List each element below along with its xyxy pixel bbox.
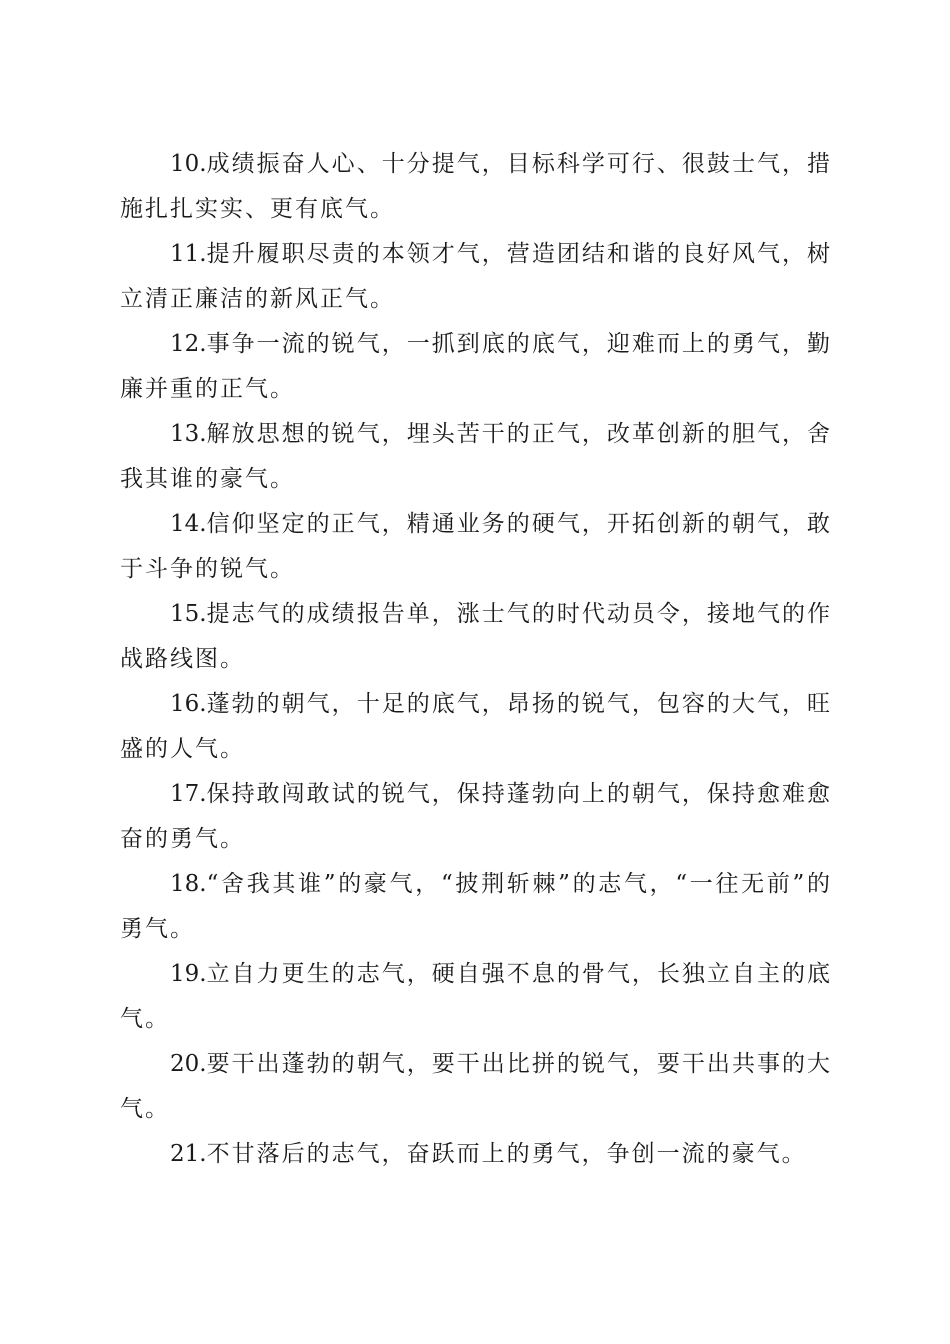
item-number: 11. bbox=[170, 241, 207, 267]
document-body bbox=[120, 142, 832, 1177]
list-item bbox=[120, 502, 832, 592]
item-text: 成绩振奋人心、十分提气，目标科学可行、很鼓士气，措施扎扎实实、更有底气。 bbox=[120, 151, 832, 222]
list-item bbox=[120, 772, 832, 862]
item-number: 18. bbox=[170, 871, 207, 897]
item-text: 蓬勃的朝气，十足的底气，昂扬的锐气，包容的大气，旺盛的人气。 bbox=[120, 691, 832, 762]
item-number: 10. bbox=[170, 151, 207, 177]
item-number: 20. bbox=[170, 1051, 207, 1077]
item-text: “舍我其谁”的豪气，“披荆斩棘”的志气，“一往无前”的勇气。 bbox=[120, 871, 832, 942]
list-item bbox=[120, 232, 832, 322]
list-item bbox=[120, 952, 832, 1042]
item-text: 要干出蓬勃的朝气，要干出比拼的锐气，要干出共事的大气。 bbox=[120, 1051, 832, 1122]
item-number: 16. bbox=[170, 691, 207, 717]
list-item bbox=[120, 412, 832, 502]
item-number: 12. bbox=[170, 331, 207, 357]
item-number: 19. bbox=[170, 961, 207, 987]
list-item bbox=[120, 682, 832, 772]
list-item bbox=[120, 1132, 832, 1177]
item-number: 17. bbox=[170, 781, 207, 807]
list-item bbox=[120, 592, 832, 682]
item-text: 事争一流的锐气，一抓到底的底气，迎难而上的勇气，勤廉并重的正气。 bbox=[120, 331, 832, 402]
list-item bbox=[120, 1042, 832, 1132]
item-number: 14. bbox=[170, 511, 207, 537]
item-text: 立自力更生的志气，硬自强不息的骨气，长独立自主的底气。 bbox=[120, 961, 832, 1032]
item-number: 15. bbox=[170, 601, 207, 627]
list-item bbox=[120, 862, 832, 952]
list-item bbox=[120, 322, 832, 412]
item-text: 解放思想的锐气，埋头苦干的正气，改革创新的胆气，舍我其谁的豪气。 bbox=[120, 421, 832, 492]
item-text: 提升履职尽责的本领才气，营造团结和谐的良好风气，树立清正廉洁的新风正气。 bbox=[120, 241, 832, 312]
list-item bbox=[120, 142, 832, 232]
item-text: 信仰坚定的正气，精通业务的硬气，开拓创新的朝气，敢于斗争的锐气。 bbox=[120, 511, 832, 582]
item-text: 提志气的成绩报告单，涨士气的时代动员令，接地气的作战路线图。 bbox=[120, 601, 832, 672]
item-number: 13. bbox=[170, 421, 207, 447]
item-number: 21. bbox=[170, 1141, 207, 1167]
item-text: 保持敢闯敢试的锐气，保持蓬勃向上的朝气，保持愈难愈奋的勇气。 bbox=[120, 781, 832, 852]
item-text: 不甘落后的志气，奋跃而上的勇气，争创一流的豪气。 bbox=[206, 1141, 807, 1167]
